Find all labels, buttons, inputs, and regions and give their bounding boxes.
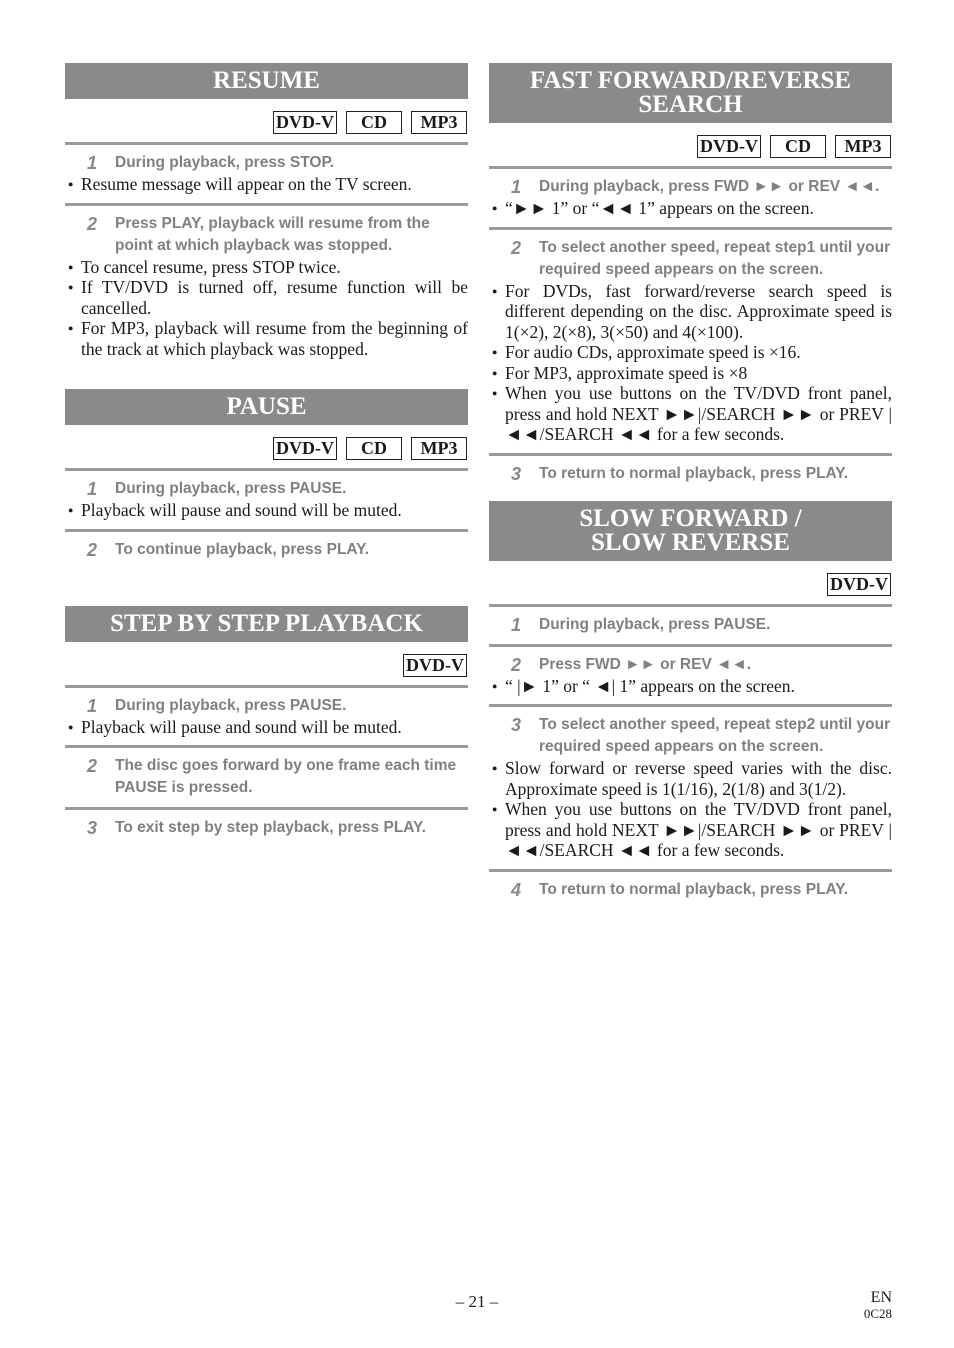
- step-number: 4: [511, 879, 522, 900]
- step-number: 1: [511, 614, 522, 635]
- title-line: SLOW FORWARD /: [579, 504, 802, 532]
- step-item: [65, 471, 468, 500]
- footer-language-code: [864, 1290, 892, 1322]
- step-number: 2: [87, 213, 98, 234]
- step-number: 1: [87, 479, 98, 499]
- step-instruction: During playback, press STOP.: [115, 154, 335, 171]
- step-instruction: During playback, press PAUSE.: [115, 480, 347, 497]
- step-item: [489, 456, 892, 485]
- document-code: 0C28: [863, 1306, 892, 1321]
- step-number: 1: [87, 153, 98, 173]
- step-number: 3: [511, 715, 522, 735]
- step-item: [489, 169, 892, 198]
- bullet-item: ● Resume message will appear on the TV screen.: [65, 174, 468, 195]
- bullet-item: ● When you use buttons on the TV/DVD front panel, press and hold NEXT ►►|/SEARCH ►► or PREV |◄◄/SEARCH ◄◄ for a few seconds.: [489, 799, 892, 861]
- bullet-item: ● For DVDs, fast forward/reverse search speed is different depending on the disc. Approximate speed is 1(×2), 2(×8), 3(×50) and 4(×100).: [489, 281, 892, 343]
- title-line: SEARCH: [638, 91, 743, 118]
- bullet-item: ● For MP3, approximate speed is ×8: [489, 363, 892, 384]
- step-number: 3: [511, 463, 522, 484]
- step-item: [65, 532, 468, 561]
- language-label: EN: [870, 1289, 892, 1306]
- step-instruction: To select another speed, repeat step2 until your required speed appears on the screen.: [539, 716, 891, 755]
- step-by-step-title: STEP BY STEP PLAYBACK: [65, 606, 468, 642]
- left-column: [65, 63, 468, 839]
- resume-disc-badges: [65, 99, 468, 142]
- pause-section: [65, 389, 468, 561]
- step-instruction: To exit step by step playback, press PLAY.: [115, 819, 426, 836]
- mp3-badge: MP3: [411, 111, 467, 134]
- bullet-item: ● For audio CDs, approximate speed is ×16.: [489, 342, 892, 363]
- ff-rev-disc-badges: [489, 123, 892, 166]
- bullet-item: ● To cancel resume, press STOP twice.: [65, 257, 468, 278]
- dvd-v-badge: DVD-V: [827, 573, 891, 596]
- cd-badge: CD: [346, 111, 402, 134]
- fast-forward-reverse-section: [489, 63, 892, 485]
- bullet-item: ● Playback will pause and sound will be muted.: [65, 500, 468, 521]
- page-number: – 21 –: [455, 1292, 499, 1311]
- step-item: [489, 707, 892, 758]
- step-instruction: To select another speed, repeat step1 until your required speed appears on the screen.: [539, 238, 891, 278]
- step-item: [489, 647, 892, 676]
- dvd-v-badge: DVD-V: [273, 111, 337, 134]
- bullet-list: [489, 281, 892, 445]
- cd-badge: CD: [346, 437, 402, 460]
- step-instruction: To return to normal playback, press PLAY.: [539, 880, 849, 898]
- step-number: 2: [87, 756, 98, 776]
- bullet-list: [489, 758, 892, 861]
- title-line: FAST FORWARD/REVERSE: [529, 67, 852, 94]
- mp3-badge: MP3: [835, 135, 891, 158]
- title-line: SLOW REVERSE: [591, 528, 790, 556]
- step-instruction: Press FWD ►► or REV ◄◄.: [539, 655, 752, 673]
- step-item: [65, 145, 468, 174]
- step-item: [65, 748, 468, 799]
- bullet-item: ● If TV/DVD is turned off, resume function will be cancelled.: [65, 277, 468, 318]
- pause-title: PAUSE: [65, 389, 468, 425]
- slow-disc-badges: [489, 561, 892, 604]
- bullet-list: [489, 676, 892, 697]
- step-item: [65, 810, 468, 839]
- right-column: [489, 63, 892, 901]
- step-instruction: The disc goes forward by one frame each time PAUSE is pressed.: [115, 757, 457, 796]
- step-item: [65, 688, 468, 717]
- slow-forward-reverse-title: [489, 501, 892, 561]
- step-number: 2: [511, 237, 522, 258]
- step-number: 2: [87, 539, 98, 560]
- dvd-v-badge: DVD-V: [273, 437, 337, 460]
- slow-forward-reverse-section: [489, 501, 892, 901]
- fast-forward-reverse-title: [489, 63, 892, 123]
- step-instruction: During playback, press PAUSE.: [539, 615, 771, 633]
- step-instruction: During playback, press PAUSE.: [115, 696, 347, 714]
- bullet-item: ● When you use buttons on the TV/DVD front panel, press and hold NEXT ►►|/SEARCH ►► or PREV |◄◄/SEARCH ◄◄ for a few seconds.: [489, 383, 892, 445]
- bullet-list: [65, 257, 468, 360]
- bullet-list: [489, 198, 892, 219]
- pause-disc-badges: [65, 425, 468, 468]
- bullet-list: [65, 717, 468, 738]
- step-number: 1: [87, 695, 98, 716]
- step-instruction: To return to normal playback, press PLAY.: [539, 464, 849, 482]
- cd-badge: CD: [770, 135, 826, 158]
- step-by-step-section: [65, 606, 468, 840]
- bullet-item: ● Slow forward or reverse speed varies with the disc. Approximate speed is 1(1/16), 2(1/8) and 3(1/2).: [489, 758, 892, 799]
- bullet-item: ● Playback will pause and sound will be muted.: [65, 717, 468, 738]
- step-instruction: To continue playback, press PLAY.: [115, 540, 370, 558]
- step-item: [65, 206, 468, 257]
- bullet-list: [65, 174, 468, 195]
- mp3-badge: MP3: [411, 437, 467, 460]
- step-number: 3: [87, 818, 98, 838]
- bullet-item: ● “ |► 1” or “ ◄| 1” appears on the screen.: [489, 676, 892, 697]
- bullet-list: [65, 500, 468, 521]
- step-instruction: Press PLAY, playback will resume from the point at which playback was stopped.: [115, 214, 430, 254]
- step-item: [489, 230, 892, 281]
- step-instruction: During playback, press FWD ►► or REV ◄◄.: [539, 178, 880, 195]
- bullet-item: ● “►► 1” or “◄◄ 1” appears on the screen.: [489, 198, 892, 219]
- resume-section: [65, 63, 468, 359]
- dvd-v-badge: DVD-V: [697, 135, 761, 158]
- dvd-v-badge: DVD-V: [403, 654, 467, 677]
- step-by-step-disc-badges: [65, 642, 468, 685]
- resume-title: RESUME: [65, 63, 468, 99]
- step-item: [489, 607, 892, 636]
- step-item: [489, 872, 892, 901]
- step-number: 1: [511, 177, 522, 197]
- step-number: 2: [511, 654, 522, 675]
- bullet-item: ● For MP3, playback will resume from the beginning of the track at which playback was stopped.: [65, 318, 468, 359]
